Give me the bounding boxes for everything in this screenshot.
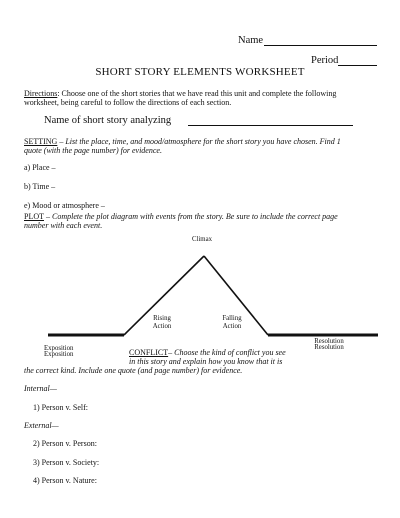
falling-action-label bbox=[212, 315, 252, 331]
directions-text-2: worksheet, being careful to follow the directions of each section. bbox=[24, 98, 232, 107]
person-v-nature: 4) Person v. Nature: bbox=[33, 476, 97, 485]
external-label: External— bbox=[24, 421, 59, 430]
resolution-label-2: Resolution bbox=[314, 344, 344, 351]
plot-label: PLOT bbox=[24, 212, 44, 221]
directions-text-1: : Choose one of the short stories that we have read this unit and complete the following bbox=[57, 89, 337, 98]
person-v-self: 1) Person v. Self: bbox=[33, 403, 89, 412]
exposition-label bbox=[44, 345, 92, 359]
page-title: SHORT STORY ELEMENTS WORKSHEET bbox=[95, 66, 305, 78]
setting-time: b) Time – bbox=[24, 182, 56, 191]
internal-label: Internal— bbox=[24, 384, 57, 393]
story-name-label: Name of short story analyzing bbox=[44, 115, 172, 126]
conflict-line-1 bbox=[129, 348, 286, 357]
rising-label-2: Action bbox=[152, 323, 172, 330]
conflict-text-3: the correct kind. Include one quote (and page number) for evidence. bbox=[24, 366, 243, 375]
conflict-text-2: in this story and explain how you know that it is bbox=[129, 357, 283, 366]
conflict-text-1: – Choose the kind of conflict you see bbox=[168, 348, 286, 357]
falling-label-1: Falling bbox=[222, 315, 242, 322]
person-v-person: 2) Person v. Person: bbox=[33, 439, 97, 448]
resolution-label bbox=[304, 338, 354, 352]
plot-text-1: – Complete the plot diagram with events from the story. Be sure to include the correct page bbox=[44, 212, 338, 221]
setting-text-1: – List the place, time, and mood/atmosphere for the short story you have chosen. Find 1 bbox=[57, 137, 341, 146]
exposition-label-2: Exposition bbox=[44, 351, 74, 358]
exposition-label-1: Exposition bbox=[44, 345, 74, 352]
climax-label: Climax bbox=[191, 236, 212, 243]
rising-action-label bbox=[142, 315, 182, 331]
period-label: Period bbox=[311, 55, 339, 66]
setting-place: a) Place – bbox=[24, 163, 56, 172]
setting-mood: e) Mood or atmosphere – bbox=[24, 201, 105, 210]
setting-text-2: quote (with the page number) for evidence. bbox=[24, 146, 162, 155]
rising-label-1: Rising bbox=[153, 315, 171, 322]
directions-label: Directions bbox=[24, 89, 58, 98]
setting-label: SETTING bbox=[24, 137, 58, 146]
resolution-label-1: Resolution bbox=[314, 338, 344, 345]
falling-label-2: Action bbox=[222, 323, 242, 330]
plot-text-2: number with each event. bbox=[24, 221, 103, 230]
name-label: Name bbox=[238, 35, 264, 46]
conflict-label: CONFLICT bbox=[129, 348, 169, 357]
person-v-society: 3) Person v. Society: bbox=[33, 458, 100, 467]
